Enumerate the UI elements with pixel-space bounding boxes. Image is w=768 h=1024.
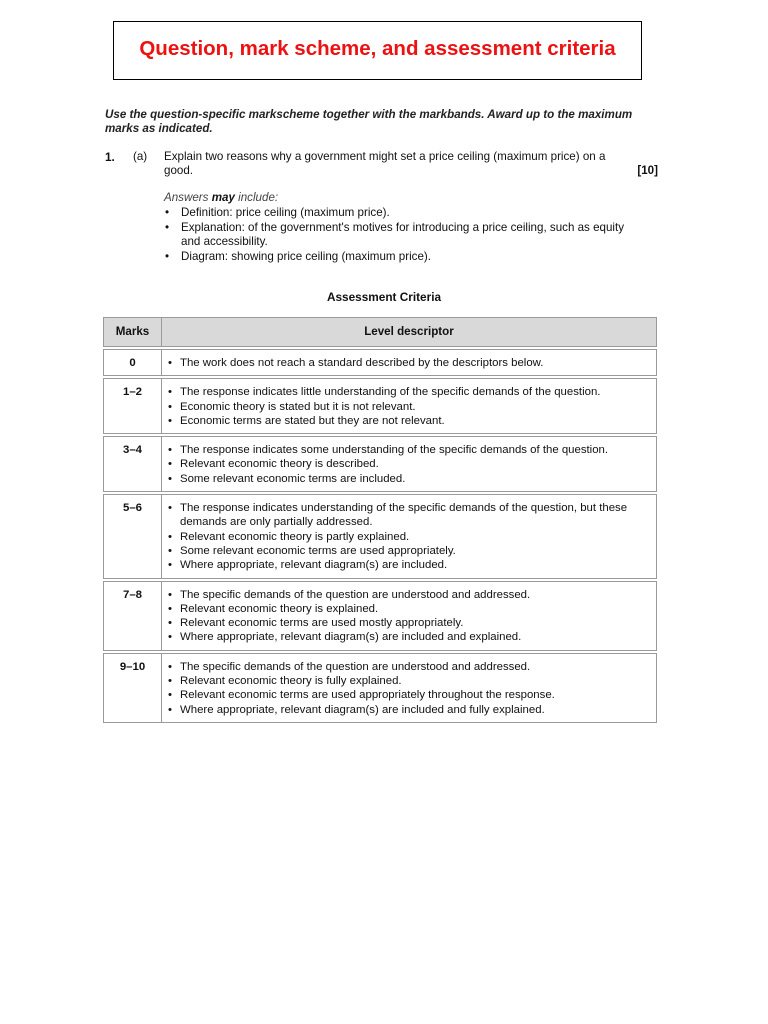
column-header-marks: Marks	[104, 318, 162, 347]
marks-cell: 1–2	[104, 379, 162, 434]
answer-item: • Explanation: of the government's motives for introducing a price ceiling, such as equity and accessibility.	[164, 221, 624, 250]
marks-cell: 9–10	[104, 653, 162, 722]
table-row	[104, 581, 657, 650]
descriptor-cell	[162, 653, 657, 722]
descriptor-item: • Where appropriate, relevant diagram(s) are included and explained.	[168, 630, 650, 644]
descriptor-list	[168, 443, 650, 486]
descriptor-item: • Where appropriate, relevant diagram(s) are included and fully explained.	[168, 703, 650, 717]
table-row	[104, 495, 657, 578]
descriptor-item: • The response indicates some understanding of the specific demands of the question.	[168, 443, 650, 457]
descriptor-item: • The specific demands of the question are understood and addressed.	[168, 588, 650, 602]
answers-heading	[164, 191, 278, 204]
answer-item: • Diagram: showing price ceiling (maximum price).	[164, 250, 624, 265]
descriptor-list	[168, 356, 650, 370]
marks-cell: 0	[104, 350, 162, 376]
descriptor-item: • Relevant economic theory is fully explained.	[168, 674, 650, 688]
descriptor-item: • The work does not reach a standard described by the descriptors below.	[168, 356, 650, 370]
descriptor-list	[168, 588, 650, 645]
descriptor-list	[168, 385, 650, 428]
descriptor-cell	[162, 495, 657, 578]
title-box	[113, 21, 642, 80]
column-header-level-descriptor: Level descriptor	[162, 318, 657, 347]
question-marks: [10]	[637, 164, 658, 177]
descriptor-item: • Some relevant economic terms are included.	[168, 472, 650, 486]
descriptor-cell	[162, 350, 657, 376]
answers-heading-suffix: include:	[238, 191, 279, 204]
marks-cell: 3–4	[104, 437, 162, 492]
descriptor-item: • Relevant economic theory is described.	[168, 457, 650, 471]
descriptor-item: • Where appropriate, relevant diagram(s) are included.	[168, 558, 650, 572]
descriptor-cell	[162, 437, 657, 492]
marks-cell: 7–8	[104, 581, 162, 650]
table-row	[104, 653, 657, 722]
table-row	[104, 437, 657, 492]
descriptor-item: • The specific demands of the question are understood and addressed.	[168, 660, 650, 674]
marking-instruction: Use the question-specific markscheme together with the markbands. Award up to the maximum marks as indicated.	[105, 108, 633, 135]
marks-cell: 5–6	[104, 495, 162, 578]
question-number: 1.	[105, 150, 115, 164]
question-part: (a)	[133, 150, 148, 163]
question-text: Explain two reasons why a government might set a price ceiling (maximum price) on a good.	[164, 150, 606, 177]
table-row	[104, 379, 657, 434]
descriptor-list	[168, 501, 650, 572]
document-title: Question, mark scheme, and assessment criteria	[139, 36, 616, 60]
answer-item: • Definition: price ceiling (maximum price).	[164, 206, 624, 221]
assessment-criteria-table	[103, 317, 657, 723]
descriptor-item: • Relevant economic theory is partly explained.	[168, 530, 650, 544]
descriptor-item: • Economic theory is stated but it is not relevant.	[168, 400, 650, 414]
assessment-criteria-heading: Assessment Criteria	[326, 290, 442, 304]
table-header-row	[104, 318, 657, 347]
descriptor-item: • Relevant economic terms are used mostly appropriately.	[168, 616, 650, 630]
descriptor-cell	[162, 581, 657, 650]
descriptor-list	[168, 660, 650, 717]
descriptor-item: • Relevant economic terms are used appropriately throughout the response.	[168, 688, 650, 702]
answers-heading-bold: may	[211, 191, 235, 204]
descriptor-cell	[162, 379, 657, 434]
descriptor-item: • Relevant economic theory is explained.	[168, 602, 650, 616]
descriptor-item: • The response indicates little understanding of the specific demands of the question.	[168, 385, 650, 399]
table-row	[104, 350, 657, 376]
descriptor-item: • Economic terms are stated but they are not relevant.	[168, 414, 650, 428]
answers-heading-prefix: Answers	[164, 191, 209, 204]
descriptor-item: • Some relevant economic terms are used appropriately.	[168, 544, 650, 558]
answers-list	[164, 206, 624, 264]
descriptor-item: • The response indicates understanding of the specific demands of the question, but these demands are only partially addressed.	[168, 501, 650, 530]
